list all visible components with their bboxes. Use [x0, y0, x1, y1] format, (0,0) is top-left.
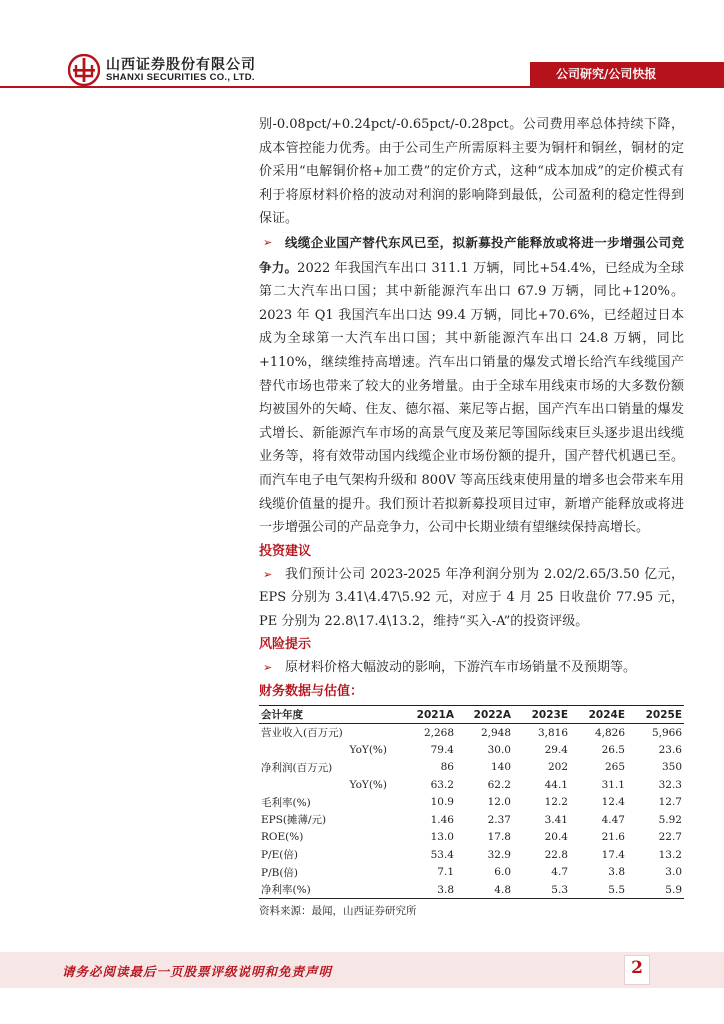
table-cell: 3,816 [537, 726, 568, 739]
table-row-label: 净利率(%) [259, 881, 399, 899]
table-row [259, 776, 684, 794]
bullet-arrow-icon: ➢ [263, 567, 273, 581]
table-row-label: EPS(摊薄/元) [261, 814, 327, 827]
table-cell: 17.8 [487, 831, 511, 844]
table-cell: 22.8 [544, 848, 568, 861]
table-cell: 5.3 [513, 881, 570, 899]
table-cell: 13.0 [430, 831, 454, 844]
table-row-label: 毛利率(%) [261, 796, 311, 809]
report-type-label: 公司研究/公司快报 [556, 67, 657, 81]
table-cell: 350 [661, 761, 682, 774]
table-row-label: YoY(%) [349, 778, 387, 791]
table-cell: 202 [547, 761, 568, 774]
table-cell: 13.2 [658, 848, 682, 861]
table-cell: 5.92 [658, 813, 682, 826]
footer-disclaimer: 请务必阅读最后一页股票评级说明和免责声明 [62, 964, 333, 979]
table-row-label: 净利润(百万元) [261, 761, 333, 774]
table-row-label: ROE(%) [261, 831, 304, 844]
header-divider [0, 86, 724, 88]
section-title-financials: 财务数据与估值： [259, 684, 364, 700]
table-cell: 5.5 [570, 881, 627, 899]
bullet-arrow-icon: ➢ [263, 661, 273, 675]
table-row-label: YoY(%) [349, 743, 387, 756]
table-source: 资料来源：最闻，山西证券研究所 [259, 905, 417, 918]
table-cell: 29.4 [544, 743, 568, 756]
table-row-label: 营业收入(百万元) [261, 727, 343, 740]
main-content [259, 113, 684, 918]
table-cell: 12.0 [487, 796, 511, 809]
table-cell: 2,948 [480, 726, 511, 739]
bullet-body: 2022 年我国汽车出口 311.1 万辆，同比+54.4%，已经成为全球第二大汽车出口国；其中新能源汽车出口 67.9 万辆，同比+120%。2023 年 Q1 我国汽车出口达 99.4 万辆，同比+70.6%，已经超过日本成为全球第一大汽车出口国；其中新能源汽车出口 24.8 万辆，同比+110%，继续维持高增速。汽车出口销量的爆发式增长给汽车线缆国产替代市场也带来了较大的业务增量。由于全球车用线束市场的大多数份额均被国外的矢崎、住友、德尔福、莱尼等占据，国产汽车出口销量的爆发式增长、新能源汽车市场的高景气度及莱尼等国际线束巨头逐步退出线缆业务等，将有效带动国内线缆企业市场份额的提升，国产替代机遇已至。而汽车电子电气架构升级和 800V 等高压线束使用量的增多也会带来车用线缆价值量的提升。我们预计若拟新募投项目过审，新增产能释放或将进一步增强公司的产品竞争力，公司中长期业绩有望继续保持高增长。 [259, 260, 684, 536]
table-cell: 22.7 [658, 831, 682, 844]
table-cell: 12.2 [544, 796, 568, 809]
table-cell: 2.37 [487, 813, 511, 826]
table-header-cell: 2024E [570, 706, 627, 724]
section-title-invest: 投资建议 [259, 543, 312, 559]
page-number: 2 [631, 958, 643, 978]
table-cell: 17.4 [601, 848, 625, 861]
table-cell: 3.8 [399, 881, 456, 899]
risk-text: 原材料价格大幅波动的影响，下游汽车市场销量不及预期等。 [285, 660, 637, 676]
table-cell: 7.1 [437, 866, 454, 879]
table-header-cell: 2025E [627, 706, 684, 724]
table-cell: 265 [604, 761, 625, 774]
page-header [0, 0, 724, 100]
table-cell: 4.47 [601, 813, 625, 826]
table-header-row [259, 706, 684, 724]
bullet-domestic-substitution [259, 231, 684, 540]
table-cell: 63.2 [430, 778, 454, 791]
table-cell: 6.0 [494, 866, 511, 879]
table-cell: 1.46 [430, 813, 454, 826]
table-header-cell: 2022A [456, 706, 513, 724]
table-cell: 12.7 [658, 796, 682, 809]
table-cell: 5.9 [627, 881, 684, 899]
table-row [259, 881, 684, 899]
table-cell: 26.5 [601, 743, 625, 756]
company-logo-icon [68, 54, 100, 86]
table-cell: 3.8 [608, 866, 625, 879]
table-cell: 140 [490, 761, 511, 774]
table-cell: 4,826 [594, 726, 625, 739]
invest-text: 我们预计公司 2023-2025 年净利润分别为 2.02/2.65/3.50 亿元，EPS 分别为 3.41\4.47\5.92 元，对应于 4 月 25 日收盘价 77.95 元，PE 分别为 22.8\17.4\13.2，维持“买入-A”的投资评级。 [259, 566, 684, 629]
table-row [259, 741, 684, 759]
table-cell: 31.1 [601, 778, 625, 791]
table-row [259, 724, 684, 742]
bullet-risk [259, 656, 684, 680]
financial-table [259, 705, 684, 899]
table-cell: 3.0 [665, 866, 682, 879]
table-row [259, 794, 684, 812]
bullet-title: 线缆企业国产替代东风已至，拟新募投产能释放或将进一步增强公司竞争力。 [259, 234, 684, 275]
table-header-cell: 2023E [513, 706, 570, 724]
table-header-cell: 会计年度 [259, 706, 399, 724]
table-cell: 12.4 [601, 796, 625, 809]
table-row [259, 811, 684, 829]
table-row-label: P/B(倍) [261, 866, 299, 879]
bullet-arrow-icon: ➢ [263, 235, 273, 249]
table-cell: 30.0 [487, 743, 511, 756]
table-cell: 10.9 [430, 796, 454, 809]
table-cell: 44.1 [544, 778, 568, 791]
table-cell: 4.8 [456, 881, 513, 899]
table-cell: 86 [440, 761, 454, 774]
table-cell: 3.41 [544, 813, 568, 826]
table-cell: 79.4 [430, 743, 454, 756]
table-cell: 62.2 [487, 778, 511, 791]
table-cell: 32.3 [658, 778, 682, 791]
table-cell: 32.9 [487, 848, 511, 861]
section-title-risk: 风险提示 [259, 637, 312, 653]
bullet-invest [259, 563, 684, 634]
table-cell: 21.6 [601, 831, 625, 844]
table-cell: 5,966 [651, 726, 682, 739]
paragraph-cost: 别-0.08pct/+0.24pct/-0.65pct/-0.28pct。公司费用率总体持续下降，成本管控能力优秀。由于公司生产所需原料主要为铜杆和铜丝，铜材的定价采用“电解铜价格+加工费”的定价方式，这种“成本加成”的定价模式有利于将原材料价格的波动对利润的影响降到最低，公司盈利的稳定性得到保证。 [259, 117, 684, 227]
table-row [259, 759, 684, 777]
table-row-label: P/E(倍) [261, 849, 298, 862]
table-row [259, 846, 684, 864]
table-header-cell: 2021A [399, 706, 456, 724]
company-name-cn: 山西证券股份有限公司 [106, 57, 256, 73]
table-cell: 53.4 [430, 848, 454, 861]
table-row [259, 864, 684, 882]
table-cell: 23.6 [658, 743, 682, 756]
table-cell: 4.7 [551, 866, 568, 879]
table-cell: 20.4 [544, 831, 568, 844]
table-row [259, 829, 684, 847]
company-name-en: SHANXI SECURITIES CO., LTD. [106, 72, 255, 83]
table-cell: 2,268 [423, 726, 454, 739]
